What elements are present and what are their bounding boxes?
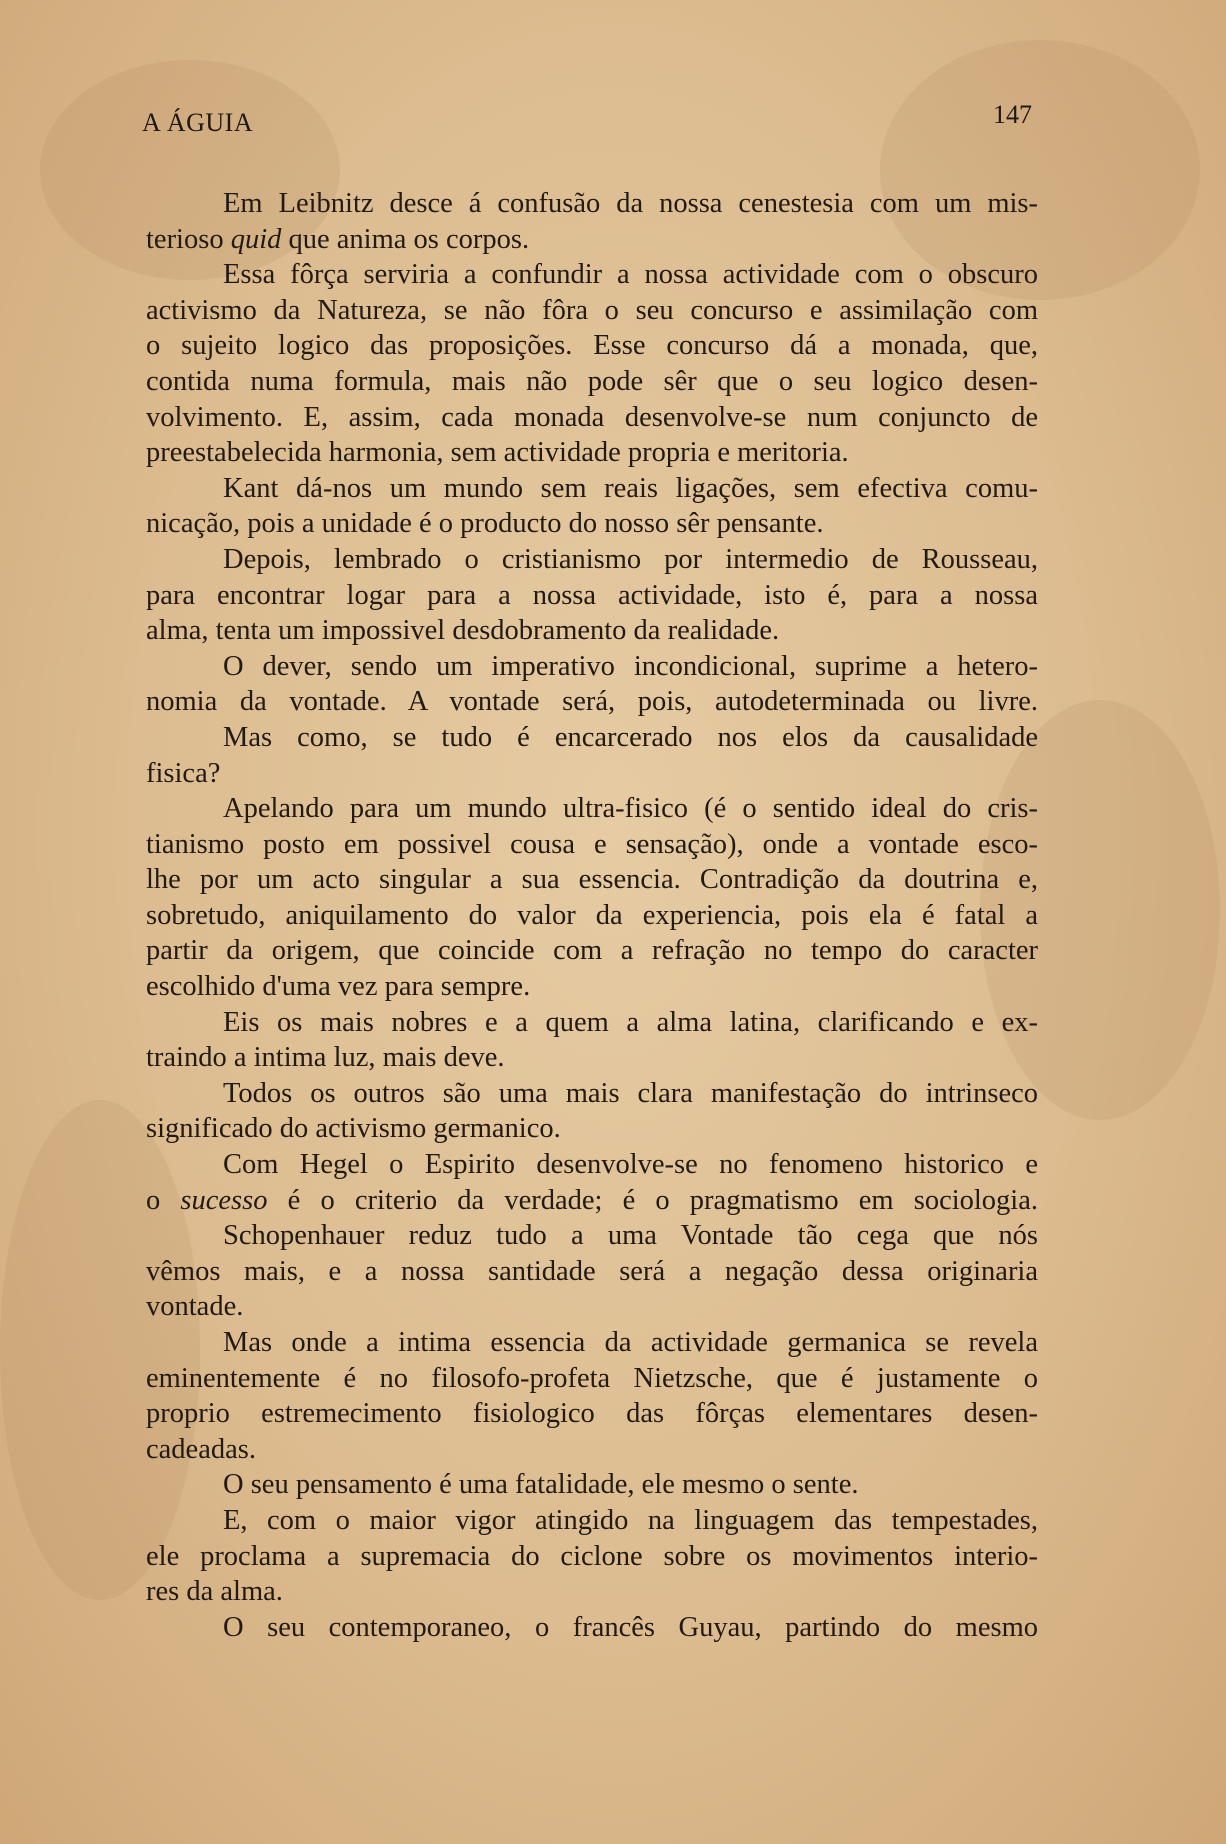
text-line — [146, 471, 1038, 507]
text-line-content: vêmos mais, e a nossa santidade será a negação dessa originaria — [146, 1255, 1038, 1287]
text-line-content: ele proclama a supremacia do ciclone sobre os movimentos interio- — [146, 1540, 1038, 1572]
text-line-content: volvimento. E, assim, cada monada desenvolve-se num conjuncto de — [146, 401, 1038, 433]
text-line — [146, 1432, 1038, 1468]
text-line — [146, 1396, 1038, 1432]
text-line-continuation: é o criterio da verdade; é o pragmatismo em sociologia. — [267, 1184, 1039, 1216]
text-line — [146, 684, 1038, 720]
text-line-content: res da alma. — [146, 1576, 283, 1608]
text-line-content: sobretudo, aniquilamento do valor da experiencia, pois ela é fatal a — [146, 899, 1038, 931]
text-line-content: Todos os outros são uma mais clara manifestação do intrinseco — [223, 1077, 1038, 1109]
text-line — [146, 1254, 1038, 1290]
text-line — [146, 1183, 1038, 1219]
text-line-content: contida numa formula, mais não pode sêr que o seu logico desen- — [146, 365, 1038, 397]
text-line-content: traindo a intima luz, mais deve. — [146, 1042, 505, 1074]
text-line-content: lhe por um acto singular a sua essencia. Contradição da doutrina e, — [146, 864, 1038, 896]
text-line-content: O seu contemporaneo, o francês Guyau, partindo do mesmo — [223, 1611, 1038, 1643]
text-line-content: fisica? — [146, 757, 221, 789]
text-line — [146, 542, 1038, 578]
text-line-content: Mas como, se tudo é encarcerado nos elos da causalidade — [223, 721, 1038, 753]
text-line — [146, 613, 1038, 649]
text-line-content: Mas onde a intima essencia da actividade germanica se revela — [223, 1327, 1038, 1358]
text-line-content: nomia da vontade. A vontade será, pois, autodeterminada ou livre. — [146, 686, 1038, 718]
page-number: 147 — [993, 100, 1032, 129]
running-title: A ÁGUIA — [142, 108, 254, 137]
text-line-content: activismo da Natureza, se não fôra o seu concurso e assimilação com — [146, 294, 1038, 326]
text-line — [146, 1539, 1038, 1575]
text-line-content: significado do activismo germanico. — [146, 1113, 561, 1145]
text-line — [146, 222, 1038, 258]
text-line-content: cadeadas. — [146, 1433, 256, 1465]
text-line — [146, 186, 1038, 222]
text-line-content: O dever, sendo um imperativo incondicional, suprime a hetero- — [223, 650, 1038, 682]
text-line-content: partir da origem, que coincide com a refração no tempo do caracter — [146, 935, 1038, 967]
text-line-content: vontade. — [146, 1291, 244, 1323]
text-line-content: Schopenhauer reduz tudo a uma Vontade tão cega que nós — [223, 1220, 1038, 1252]
text-line-content: o — [146, 1184, 181, 1216]
text-line-content: terioso — [146, 223, 231, 255]
text-line — [146, 1076, 1038, 1112]
text-line — [146, 506, 1038, 542]
text-line — [146, 435, 1038, 471]
text-line-content: Depois, lembrado o cristianismo por intermedio de Rousseau, — [223, 543, 1038, 575]
text-line — [146, 328, 1038, 364]
text-line-content: nicação, pois a unidade é o producto do nosso sêr pensante. — [146, 508, 824, 540]
text-line — [146, 1503, 1038, 1539]
text-line — [146, 1610, 1038, 1646]
text-line — [146, 1147, 1038, 1183]
text-line — [146, 756, 1038, 792]
text-line — [146, 1005, 1038, 1041]
text-line — [146, 578, 1038, 614]
text-line-content: preestabelecida harmonia, sem actividade propria e meritoria. — [146, 437, 849, 469]
text-line — [146, 720, 1038, 756]
text-line-content: tianismo posto em possivel cousa e sensação), onde a vontade esco- — [146, 828, 1038, 860]
body-text — [146, 186, 1038, 1645]
italic-term: quid — [230, 223, 282, 255]
text-line-content: alma, tenta um impossivel desdobramento da realidade. — [146, 615, 780, 647]
text-line — [146, 862, 1038, 898]
text-line-content: escolhido d'uma vez para sempre. — [146, 971, 531, 1003]
text-line — [146, 969, 1038, 1005]
text-line-content: Kant dá-nos um mundo sem reais ligações, sem efectiva comu- — [223, 472, 1038, 504]
text-line — [146, 364, 1038, 400]
text-line-content: O seu pensamento é uma fatalidade, ele mesmo o sente. — [223, 1469, 859, 1501]
text-line — [146, 1289, 1038, 1325]
text-line — [146, 1325, 1038, 1361]
text-line — [146, 1361, 1038, 1397]
text-line-content: Com Hegel o Espirito desenvolve-se no fenomeno historico e — [223, 1149, 1038, 1181]
italic-term: sucesso — [180, 1184, 268, 1216]
text-line-content: Em Leibnitz desce á confusão da nossa cenestesia com um mis- — [223, 188, 1038, 219]
text-line-content: para encontrar logar para a nossa actividade, isto é, para a nossa — [146, 579, 1038, 611]
text-line — [146, 400, 1038, 436]
page-header — [142, 100, 1032, 140]
text-line-content: proprio estremecimento fisiologico das fôrças elementares desen- — [146, 1398, 1038, 1430]
text-line-continuation: que anima os corpos. — [281, 223, 530, 255]
text-line-content: Essa fôrça serviria a confundir a nossa actividade com o obscuro — [223, 259, 1038, 291]
text-line — [146, 1218, 1038, 1254]
text-line — [146, 1111, 1038, 1147]
text-line-content: E, com o maior vigor atingido na linguagem das tempestades, — [223, 1504, 1038, 1536]
text-line — [146, 257, 1038, 293]
text-line — [146, 791, 1038, 827]
text-line-content: eminentemente é no filosofo-profeta Nietzsche, que é justamente o — [146, 1362, 1038, 1394]
text-line — [146, 933, 1038, 969]
text-line — [146, 1467, 1038, 1503]
text-line — [146, 1574, 1038, 1610]
text-line — [146, 649, 1038, 685]
text-line — [146, 898, 1038, 934]
text-line — [146, 293, 1038, 329]
text-line-content: Apelando para um mundo ultra-fisico (é o sentido ideal do cris- — [223, 793, 1038, 825]
text-line — [146, 1040, 1038, 1076]
text-line-content: Eis os mais nobres e a quem a alma latina, clarificando e ex- — [223, 1006, 1038, 1038]
text-line — [146, 827, 1038, 863]
text-line-content: o sujeito logico das proposições. Esse concurso dá a monada, que, — [146, 330, 1038, 362]
